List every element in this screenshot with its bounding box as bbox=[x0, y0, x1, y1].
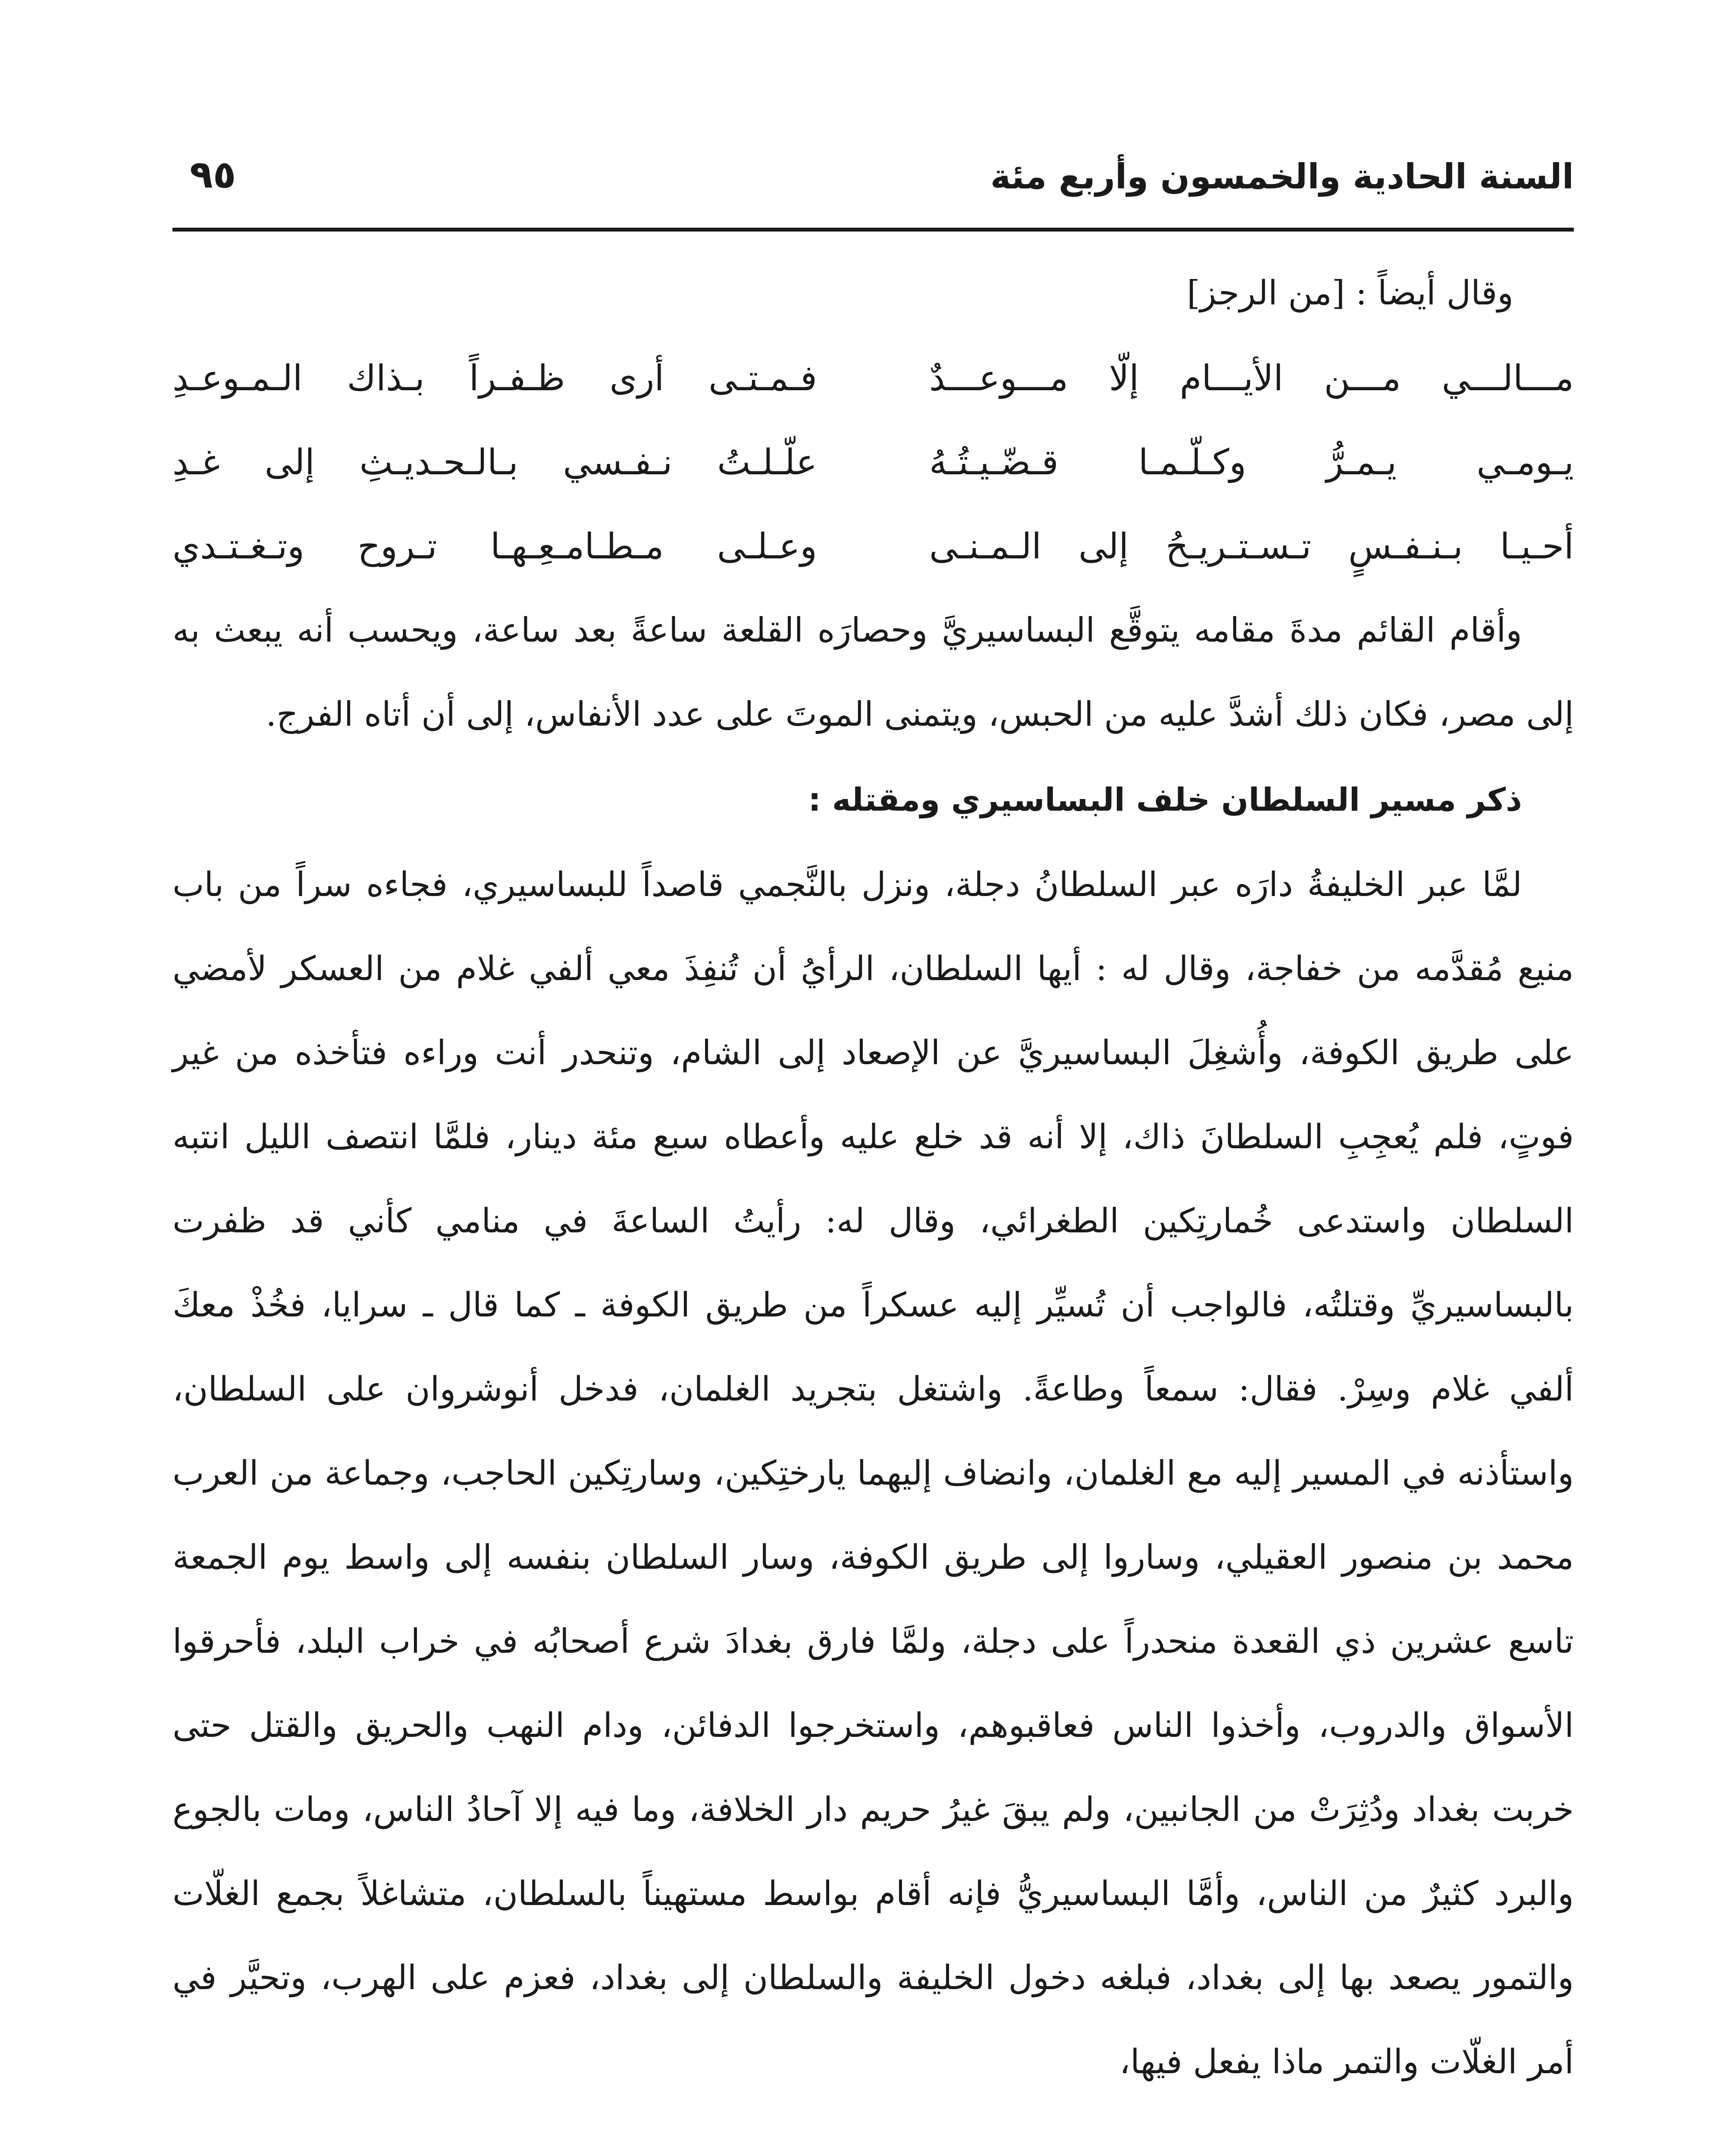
verse-second-hemistich: علّـلـتُ نـفـسي بـالـحـديـثِ إلى غـدِ bbox=[172, 442, 817, 483]
paragraph-sultan-march: لمَّا عبر الخليفةُ دارَه عبر السلطانُ دجلة، ونزل بالنَّجمي قاصداً للبساسيري، فجاءه سراً من باب منيع مُقدَّمه من خفاجة، وقال له : أيها السلطان، الرأيُ أن تُنفِذَ معي ألفي غلام من العسكر لأمضي على طريق الكوفة، وأُشغِلَ البساسيريَّ عن الإصعاد إلى الشام، وتنحدر أنت وراءه فتأخذه من غير فوتٍ، فلم يُعجِبِ السلطانَ ذاك، إلا أنه قد خلع عليه وأعطاه سبع مئة دينار، فلمَّا انتصف الليل انتبه السلطان واستدعى خُمارتِكين الطغرائي، وقال له: رأيتُ الساعةَ في منامي كأني قد ظفرت بالبساسيريِّ وقتلتُه، فالواجب أن تُسيِّر إليه عسكراً من طريق الكوفة ـ كما قال ـ سرايا، فخُذْ معكَ ألفي غلام وسِرْ. فقال: سمعاً وطاعةً. واشتغل بتجريد الغلمان، فدخل أنوشروان على السلطان، واستأذنه في المسير إليه مع الغلمان، وانضاف إليهما يارختِكين، وسارتِكين الحاجب، وجماعة من العرب محمد بن منصور العقيلي، وساروا إلى طريق الكوفة، وسار السلطان بنفسه إلى واسط يوم الجمعة تاسع عشرين ذي القعدة منحدراً على دجلة، ولمَّا فارق بغدادَ شرع أصحابُه في خراب البلد، فأحرقوا الأسواق والدروب، وأخذوا الناس فعاقبوهم، واستخرجوا الدفائن، ودام النهب والحريق والقتل حتى خربت بغداد ودُثِرَتْ من الجانبين، ولم يبقَ غيرُ حريم دار الخلافة، وما فيه إلا آحادُ الناس، ومات بالجوع والبرد كثيرٌ من الناس، وأمَّا البساسيريُّ فإنه أقام بواسط مستهيناً بالسلطان، متشاغلاً بجمع الغلّات والتمور يصعد بها إلى بغداد، فبلغه دخول الخليفة والسلطان إلى بغداد، فعزم على الهرب، وتحيَّر في أمر الغلّات والتمر ماذا يفعل فيها، bbox=[172, 865, 1574, 2081]
chapter-title: السنة الحادية والخمسون وأربع مئة bbox=[990, 157, 1574, 197]
verse-line bbox=[172, 505, 1574, 589]
verse-second-hemistich: وعـلـى مـطـامـعِـهـا تـروح وتـغـتـدي bbox=[172, 526, 817, 567]
paragraph-caliph-waiting: وأقام القائم مدةَ مقامه يتوقَّع البساسيريَّ وحصارَه القلعة ساعةً بعد ساعة، ويحسب أنه يبعث به إلى مصر، فكان ذلك أشدَّ عليه من الحبس، ويتمنى الموتَ على عدد الأنفاس، إلى أن أتاه الفرج. bbox=[172, 611, 1574, 734]
verse-line bbox=[172, 336, 1574, 420]
verse-first-hemistich: مـــالـــي مـــن الأيـــام إلّا مـــوعـــدٌ bbox=[929, 358, 1574, 399]
verse-first-hemistich: أحـيـا بـنـفـسٍ تـسـتـريـحُ إلى الـمـنـى bbox=[929, 526, 1574, 567]
verse-first-hemistich: يـومـي يـمـرُّ وكـلّـمـا قـضّـيـتُـهُ bbox=[929, 442, 1574, 483]
page-number: ٩٥ bbox=[190, 152, 236, 197]
verse-second-hemistich: فـمـتـى أرى ظـفـراً بـذاك الـمـوعـدِ bbox=[172, 358, 817, 399]
verse-line bbox=[172, 420, 1574, 505]
running-header bbox=[172, 142, 1574, 211]
poem-intro: وقال أيضاً : [من الرجز] bbox=[1187, 274, 1513, 313]
header-divider bbox=[172, 228, 1574, 232]
section-heading: ذكر مسير السلطان خلف البساسيري ومقتله : bbox=[808, 781, 1522, 818]
page-body bbox=[172, 250, 1574, 2104]
